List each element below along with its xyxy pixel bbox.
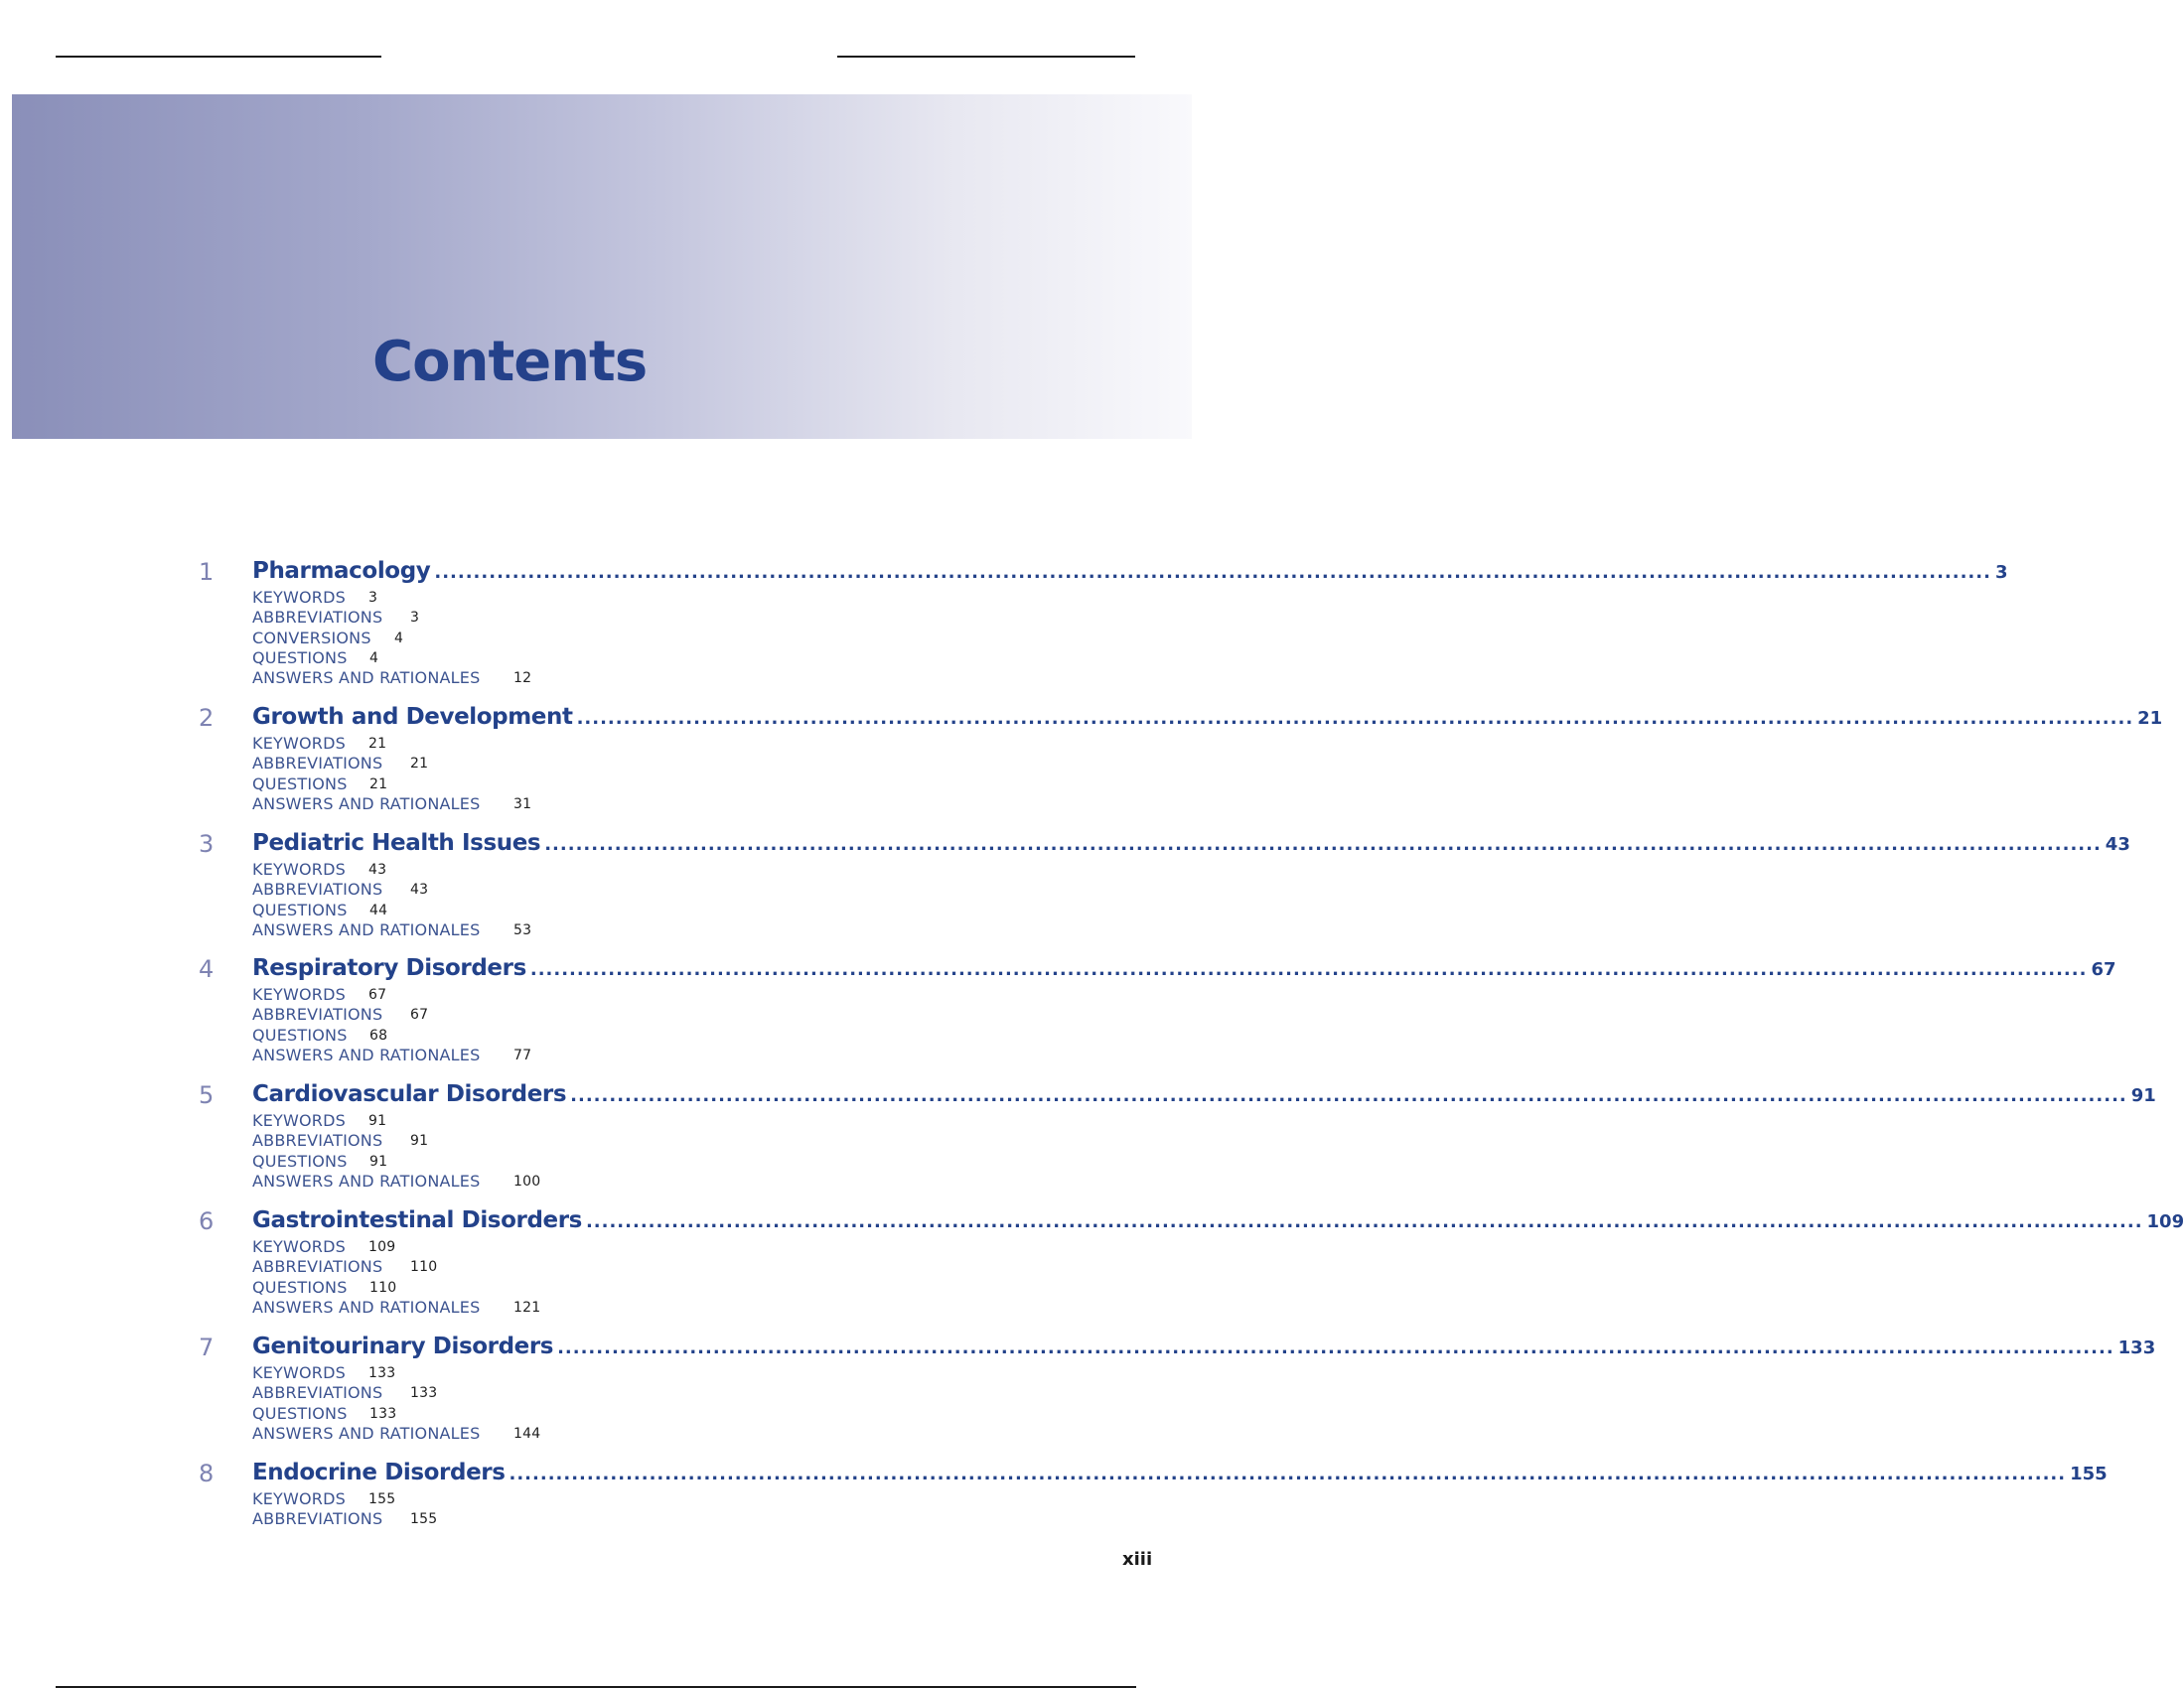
page-title: Contents (372, 330, 648, 394)
dot-leader: ........................................................................................................................................................................................................ (585, 1211, 2143, 1232)
entry-page-number: 3 (368, 590, 378, 606)
chapter-page-number: 155 (2070, 1464, 2108, 1484)
page-folio: xiii (1122, 1549, 1153, 1570)
chapter-title[interactable]: Pediatric Health Issues (252, 830, 541, 856)
dot-leader: ........................................................................................................................................................................................................ (570, 1085, 2127, 1106)
entry-label: QUESTIONS (252, 1025, 348, 1045)
header-rule-left (56, 56, 381, 58)
dot-leader: ........................................................................................................................................................................................................ (529, 959, 2088, 980)
entry-label: ABBREVIATIONS (252, 1131, 383, 1151)
toc-entry[interactable] (252, 1237, 396, 1256)
toc-entry[interactable] (252, 1489, 396, 1508)
toc-entry[interactable] (252, 860, 387, 879)
chapter-number: 3 (199, 830, 215, 858)
entry-label: ANSWERS AND RATIONALES (252, 1171, 481, 1191)
chapter-title[interactable]: Pharmacology (252, 558, 431, 584)
toc-entry[interactable] (252, 588, 378, 607)
entry-page-number: 91 (410, 1133, 429, 1150)
entry-page-number: 91 (369, 1153, 388, 1170)
entry-label: KEYWORDS (252, 1237, 346, 1256)
entry-label: ABBREVIATIONS (252, 880, 383, 900)
chapter-number: 5 (199, 1081, 215, 1109)
dot-leader: ........................................................................................................................................................................................................ (434, 562, 1991, 583)
entry-label: CONVERSIONS (252, 628, 371, 647)
toc-entry[interactable] (252, 1005, 429, 1025)
entry-page-number: 67 (368, 987, 387, 1003)
entry-page-number: 4 (369, 649, 379, 666)
dot-leader: ........................................................................................................................................................................................................ (544, 834, 2102, 855)
entry-page-number: 133 (410, 1385, 438, 1402)
entry-page-number: 3 (410, 610, 420, 627)
chapter-page-number: 21 (2137, 708, 2163, 729)
chapter-title[interactable]: Cardiovascular Disorders (252, 1081, 567, 1107)
entry-page-number: 77 (513, 1047, 532, 1063)
entry-label: ANSWERS AND RATIONALES (252, 1423, 481, 1443)
toc-entry[interactable] (252, 1111, 387, 1130)
entry-label: KEYWORDS (252, 588, 346, 607)
entry-label: QUESTIONS (252, 647, 348, 667)
toc-entry[interactable] (252, 1277, 397, 1297)
entry-page-number: 133 (368, 1365, 396, 1381)
entry-page-number: 43 (368, 862, 387, 878)
entry-label: QUESTIONS (252, 1403, 348, 1423)
entry-label: KEYWORDS (252, 860, 346, 879)
chapter-title[interactable]: Genitourinary Disorders (252, 1334, 554, 1359)
toc-entry[interactable] (252, 1403, 397, 1423)
entry-label: QUESTIONS (252, 900, 348, 919)
chapter-number: 6 (199, 1207, 215, 1235)
toc-entry[interactable] (252, 668, 532, 688)
entry-label: KEYWORDS (252, 734, 346, 753)
entry-label: ANSWERS AND RATIONALES (252, 793, 481, 813)
chapter-number: 1 (199, 558, 215, 586)
toc-entry[interactable] (252, 647, 379, 667)
chapter-title[interactable]: Endocrine Disorders (252, 1460, 506, 1485)
entry-label: ABBREVIATIONS (252, 608, 383, 628)
entry-page-number: 91 (368, 1113, 387, 1129)
chapter-heading[interactable] (252, 1334, 2156, 1359)
entry-label: QUESTIONS (252, 774, 348, 793)
chapter-title[interactable]: Growth and Development (252, 704, 573, 730)
dot-leader: ........................................................................................................................................................................................................ (576, 708, 2134, 729)
entry-label: ANSWERS AND RATIONALES (252, 1045, 481, 1064)
entry-page-number: 110 (410, 1259, 438, 1276)
entry-label: KEYWORDS (252, 1363, 346, 1382)
chapter-number: 7 (199, 1334, 215, 1361)
entry-page-number: 21 (369, 775, 388, 792)
chapter-heading[interactable] (252, 704, 2163, 730)
entry-page-number: 155 (410, 1511, 438, 1528)
entry-page-number: 21 (410, 756, 429, 773)
chapter-heading[interactable] (252, 1207, 2184, 1233)
chapter-page-number: 109 (2146, 1211, 2184, 1232)
toc-entry[interactable] (252, 1363, 396, 1382)
toc-entry[interactable] (252, 1045, 532, 1064)
toc-entry[interactable] (252, 1131, 429, 1151)
entry-label: ABBREVIATIONS (252, 1509, 383, 1529)
chapter-heading[interactable] (252, 1081, 2156, 1107)
toc-entry[interactable] (252, 1025, 388, 1045)
entry-label: ANSWERS AND RATIONALES (252, 919, 481, 939)
entry-page-number: 44 (369, 902, 388, 918)
entry-page-number: 21 (368, 736, 387, 752)
entry-page-number: 53 (513, 921, 532, 938)
entry-label: KEYWORDS (252, 985, 346, 1004)
entry-page-number: 31 (513, 795, 532, 812)
entry-page-number: 155 (368, 1491, 396, 1507)
chapter-number: 2 (199, 704, 215, 732)
entry-page-number: 43 (410, 882, 429, 899)
entry-label: ABBREVIATIONS (252, 754, 383, 774)
entry-label: ABBREVIATIONS (252, 1383, 383, 1403)
toc-entry[interactable] (252, 774, 388, 793)
entry-label: QUESTIONS (252, 1277, 348, 1297)
toc-entry[interactable] (252, 919, 532, 939)
toc-entry[interactable] (252, 1257, 438, 1277)
chapter-heading[interactable] (252, 558, 2008, 584)
chapter-title[interactable]: Gastrointestinal Disorders (252, 1207, 582, 1233)
chapter-page-number: 67 (2091, 959, 2116, 980)
entry-page-number: 109 (368, 1239, 396, 1255)
entry-page-number: 12 (513, 670, 532, 687)
toc-entry[interactable] (252, 880, 429, 900)
entry-page-number: 4 (394, 630, 404, 646)
dot-leader: ........................................................................................................................................................................................................ (509, 1464, 2067, 1484)
toc-entry[interactable] (252, 1383, 438, 1403)
toc-entry[interactable] (252, 985, 387, 1004)
entry-page-number: 67 (410, 1007, 429, 1024)
chapter-heading[interactable] (252, 830, 2130, 856)
chapter-page-number: 91 (2130, 1085, 2156, 1106)
chapter-number: 8 (199, 1460, 215, 1487)
entry-label: QUESTIONS (252, 1151, 348, 1171)
chapter-page-number: 3 (1994, 562, 2008, 583)
entry-page-number: 133 (369, 1405, 397, 1422)
entry-label: ABBREVIATIONS (252, 1257, 383, 1277)
toc-entry[interactable] (252, 1509, 438, 1529)
entry-label: ANSWERS AND RATIONALES (252, 1297, 481, 1317)
toc-entry[interactable] (252, 900, 388, 919)
toc-entry[interactable] (252, 1151, 388, 1171)
toc-entry[interactable] (252, 734, 387, 753)
chapter-heading[interactable] (252, 955, 2116, 981)
entry-label: KEYWORDS (252, 1111, 346, 1130)
toc-entry[interactable] (252, 1297, 541, 1317)
entry-page-number: 121 (513, 1299, 541, 1316)
toc-entry[interactable] (252, 1171, 541, 1191)
chapter-number: 4 (199, 955, 215, 983)
chapter-title[interactable]: Respiratory Disorders (252, 955, 526, 981)
toc-entry[interactable] (252, 793, 532, 813)
entry-page-number: 68 (369, 1027, 388, 1044)
toc-entry[interactable] (252, 1423, 541, 1443)
chapter-page-number: 133 (2117, 1337, 2156, 1358)
entry-page-number: 144 (513, 1425, 541, 1442)
entry-label: KEYWORDS (252, 1489, 346, 1508)
header-rule-right (837, 56, 1135, 58)
entry-label: ABBREVIATIONS (252, 1005, 383, 1025)
chapter-page-number: 43 (2105, 834, 2130, 855)
toc-entry[interactable] (252, 754, 429, 774)
toc-entry[interactable] (252, 608, 420, 628)
entry-label: ANSWERS AND RATIONALES (252, 668, 481, 688)
entry-page-number: 110 (369, 1279, 397, 1296)
dot-leader: ........................................................................................................................................................................................................ (557, 1337, 2114, 1358)
chapter-heading[interactable] (252, 1460, 2108, 1485)
entry-page-number: 100 (513, 1173, 541, 1190)
toc-entry[interactable] (252, 628, 404, 647)
